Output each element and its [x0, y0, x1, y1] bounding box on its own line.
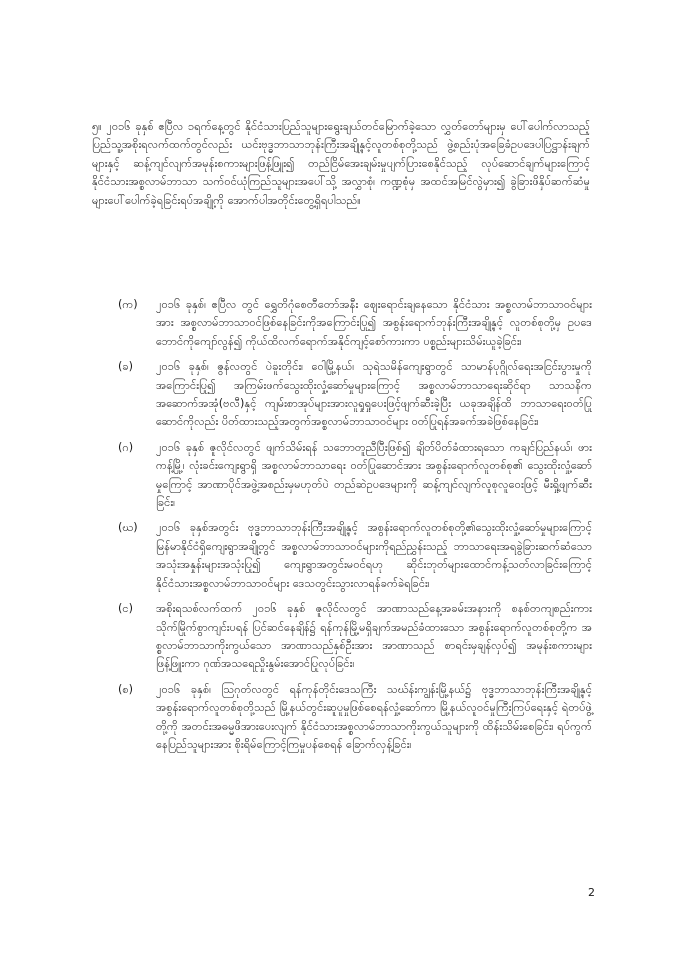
list-item-text: ၂၀၁၆ ခုနှစ်၊ ဇွန်လတွင် ပဲခူးတိုင်း၊ ဝေါမြို့နယ်၊ သုရဲသမိန်ကျေးရွာတွင် သာမာန်ပုဂ္ဂိုလ်ရေးအငြင်းပွားမှုကို အကြောင်းပြု၍ အကြမ်းဖက်သွေးထိုးလှုံ့ဆော်မှုများကြောင့် အစ္စလာမ်ဘာသာရေးဆိုင်ရာ သာသနိကအဆောက်အအုံ(ဗလီ)နှင့် ကျမ်းစာအုပ်များအားလူရှုရှုပေးဖြင့်ဖျက်ဆီးခဲ့ပြီး ယခုအချိန်ထိ ဘာသာရေးဝတ်ပြုဆောင်ကိုလည်း ပိတ်ထားသည့်အတွက်အစ္စလာမ်ဘာသာဝင်များ ဝတ်ပြုရန်အခက်အခဲဖြစ်နေခြင်း၊ [156, 360, 592, 429]
paragraph-number: ၅။ [92, 120, 102, 133]
intro-paragraph [92, 118, 590, 210]
list-marker: (က) [118, 298, 138, 311]
intro-text: ၂၀၁၆ ခုနှစ် ဧပြီလ ၁ရက်နေ့တွင် နိုင်ငံသားပြည်သူများရွေးချယ်တင်မြောက်ခဲ့သော လွှတ်တော်များမှ ပေါ်ပေါက်လာသည့် ပြည်သူ့အစိုးရလက်ထက်တွင်လည်း ယင်းဗုဒ္ဓဘာသာဘုန်းကြီးအချို့နှင့်လူတစ်စုတို့သည် ဖွဲ့စည်းပုံအခြေခံဥပဒေပါပြဋ္ဌာန်းချက်များနှင့် ဆန့်ကျင်လျက်အမုန်းစကားများဖြန့်ဖြူး၍ တည်ငြိမ်အေးချမ်းမှုပျက်ပြားစေနိုင်သည့် လုပ်ဆောင်ချက်များကြောင့် နိုင်ငံသားအစ္စလာမ်ဘာသာ သက်ဝင်ယုံကြည်သူများအပေါ်သို့ အလွှာစုံ၊ ကဏ္ဍစုံမှ အထင်အမြင်လွဲမှား၍ ခွဲခြားဖိနှိပ်ဆက်ဆံမှုများပေါ်ပေါက်ခဲ့ရခြင်းရပ်အချို့ကို အောက်ပါအတိုင်းတွေ့ရှိရပါသည်။ [92, 120, 590, 207]
list-item [118, 519, 592, 593]
page-number: 2 [588, 886, 595, 899]
list-item-text: ၂၀၁၆ ခုနှစ် ဇူလိုင်လတွင် ဖျက်သိမ်းရန် သဘောတူညီပြီးဖြစ်၍ ချိတ်ပိတ်ခံထားရသော ကချင်ပြည်နယ်၊ ဖားကန့်မြို့၊ လုံးခင်းကျေးရွာရှိ အစ္စလာမ်ဘာသာရေး ဝတ်ပြုဆောင်အား အစွန်းရောက်လူတစ်စု၏ သွေးထိုးလှုံ့ဆော်မှုကြောင့် အာဏာပိုင်အဖွဲ့အစည်းမှမဟုတ်ပဲ တည်ဆဲဥပဒေများကို ဆန့်ကျင်လျက်လူစုလူဝေးဖြင့် မီးရှို့ဖျက်ဆီးခြင်း၊ [156, 440, 592, 510]
list-item-text: ၂၀၁၆ ခုနှစ်အတွင်း ဗုဒ္ဓဘာသာဘုန်းကြီးအချို့နှင့် အစွန်းရောက်လူတစ်စုတို့၏သွေးထိုးလှုံ့ဆော်မှုများကြောင့် မြန်မာနိုင်ငံရှိကျေးရွာအချို့တွင် အစ္စလာမ်ဘာသာဝင်များကိုရည်ညွှန်းသည့် ဘာသာရေးအရခွဲခြားဆက်ဆံသောအသုံးအနှုန်းများအသုံးပြု၍ ကျေးရွာအတွင်းမဝင်ရဟု ဆိုင်းဘုတ်များထောင်ကန့်သတ်လာခြင်းကြောင့် နိုင်ငံသားအစ္စလာမ်ဘာသာဝင်များ ဒေသတွင်းသွားလာရန်ခက်ခဲရခြင်း၊ [156, 521, 592, 590]
list-item-text: အစိုးရသစ်လက်ထက် ၂၀၁၆ ခုနှစ် ဇူလိုင်လတွင် အာဏာသည်နေ့အခမ်းအနားကို စနစ်တကျစည်းကားသိုက်မြိုက်စွာကျင်းပရန် ပြင်ဆင်နေချိန်၌ ရန်ကုန်မြို့မရှိချက်အမည်ခံထားသော အစွန်းရောက်လူတစ်စုတို့က အစ္စလာမ်ဘာသာကိုးကွယ်သော အာဏာသည်နှစ်ဦးအား အာဏာသည် စာရင်းမှချန်လှပ်၍ အမုန်းစကားများဖြန့်ဖြူးကာ ဂုဏ်အသရေညှိုးနွမ်းအောင်ပြုလုပ်ခြင်း၊ [156, 602, 592, 671]
list-item [118, 296, 592, 351]
list-marker: (ဂ) [118, 440, 134, 454]
list-marker: (ခ) [118, 360, 134, 374]
list-item-text: ၂၀၁၆ ခုနှစ်၊ ဧပြီလ တွင် ရွှေတိဂုံစေတီတော်အနီး ဈေးရောင်းချနေသော နိုင်ငံသား အစ္စလာမ်ဘာသာဝင်များအား အစ္စလာမ်ဘာသာဝင်ဖြစ်နေခြင်းကိုအကြောင်းပြု၍ အစွန်းရောက်ဘုန်းကြီးအချို့နှင့် လူတစ်စုတို့မှ ဥပဒေဘောင်ကိုကျော်လွန်၍ ကိုယ်ထိလက်ရောက်အနိုင်ကျင့်စော်ကားကာ ပစ္စည်းများသိမ်းယူခဲ့ခြင်း၊ [156, 298, 592, 348]
list-marker: (စ) [118, 682, 134, 696]
list-item-text: ၂၀၁၆ ခုနှစ်၊ ဩဂုတ်လတွင် ရန်ကုန်တိုင်းဒေသကြီး သဃ်န်းကျွန်းမြို့နယ်၌ ဗုဒ္ဓဘာသာဘုန်းကြီးအချို့နှင့် အစွန်းရောက်လူတစ်စုတို့သည် မြို့နယ်တွင်းဆူပူမှုဖြစ်စေရန်လှုံ့ဆော်ကာ မြို့နယ်လူဝင်မှုကြီးကြပ်ရေးနှင့် ရဲတပ်ဖွဲ့တို့ကို အတင်းအဓမ္မဖိအားပေးလျက် နိုင်ငံသားအစ္စလာမ်ဘာသာကိုးကွယ်သူများကို ထိန်းသိမ်းစေခြင်း၊ ရပ်ကွက်နေပြည်သူများအား စိုးရိမ်ကြောင့်ကြမှုပန်စေရန် ခြောက်လှန့်ခြင်း၊ [156, 682, 592, 751]
list-item [118, 681, 592, 755]
incident-list [118, 296, 592, 761]
list-marker: (င) [118, 602, 133, 616]
list-item [118, 358, 592, 432]
list-marker: (ဃ) [118, 521, 138, 535]
list-item [118, 439, 592, 513]
list-item [118, 600, 592, 674]
